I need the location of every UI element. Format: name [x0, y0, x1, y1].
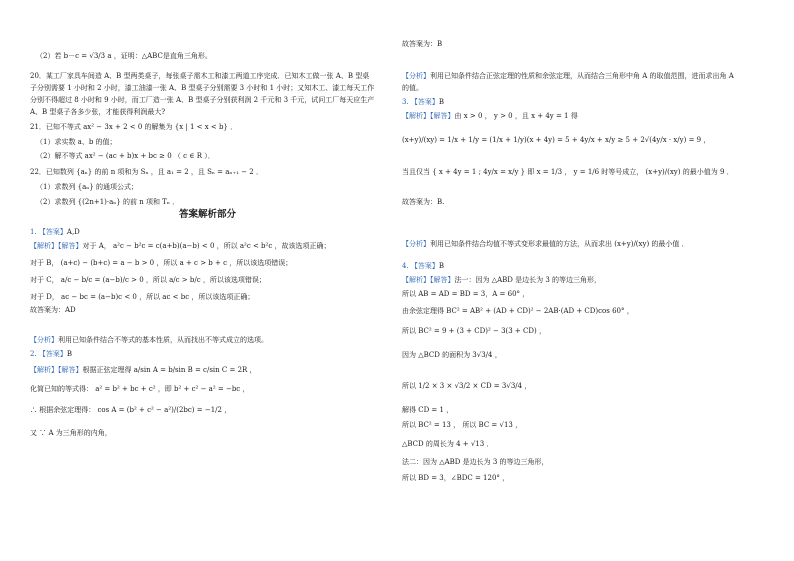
line-text: 对于 A， a²c − b²c = c(a+b)(a−b) < 0 ，所以 a²c < b²c ，故该选项正确；	[82, 242, 331, 250]
answer-tag: 【分析】	[30, 336, 58, 344]
left_column-line	[30, 228, 80, 237]
left_column-line	[30, 336, 268, 345]
right_column-line: 的值。	[402, 84, 423, 92]
left_column-line: ∴ 根据余弦定理得： cos A = (b² + c² − a²)/(2bc) = −1/2 ，	[30, 406, 232, 414]
line-text: B	[66, 350, 73, 358]
answer-tag: 【解析】【解答】	[402, 276, 455, 284]
right_column-line	[402, 262, 444, 271]
right_column-line: (x+y)/(xy) = 1/x + 1/y = (1/x + 1/y)(x + 4y) = 5 + 4y/x + x/y ≥ 5 + 2√(4y/x · x/y) = 9 ，	[402, 136, 711, 144]
right_column-line: 由余弦定理得 BC² = AB² + (AD + CD)² − 2AB·(AD + CD)cos 60° ，	[402, 307, 634, 315]
left_column-line: 子分别需要 1 小时和 2 小时，漆工油漆一张 A、B 型桌子分别需要 3 小时和 1 小时；又知木工、漆工每天工作	[30, 84, 375, 92]
line-text: 由 x > 0 ， y > 0 ，且 x + 4y = 1 得	[454, 112, 578, 120]
answer-tag: 【解析】【解答】	[402, 112, 455, 120]
left_column-line	[30, 242, 331, 251]
answer-tag: 3. 【答案】	[402, 98, 439, 106]
right_column-line: 当且仅当 { x + 4y = 1 ; 4y/x = x/y } 即 x = 1/3 ， y = 1/6 时等号成立， (x+y)/(xy) 的最小值为 9 ．	[402, 168, 734, 176]
line-text: A,D	[66, 228, 80, 236]
left_column-line	[30, 366, 257, 375]
line-text: 利用已知条件结合不等式的基本性质，从而找出不等式成立的选项。	[58, 336, 268, 344]
right_column-line: 因为 △BCD 的面积为 3√3/4 ，	[402, 351, 502, 359]
left_column-line: （2）求数列 {(2n+1)·aₙ} 的前 n 项和 Tₙ ．	[36, 198, 180, 206]
right_column-line: 所以 1/2 × 3 × √3/2 × CD = 3√3/4 ，	[402, 382, 532, 390]
right_column-line: 解得 CD = 1 ，	[402, 406, 454, 414]
section-title: 答案解析部分	[178, 209, 236, 220]
line-text: 利用已知条件结合正弦定理的性质和余弦定理，从而结合三角形中角 A 的取值范围，进而求出角 A	[430, 72, 734, 80]
line-text: 法一：因为 △ABD 是边长为 3 的等边三角形，	[454, 276, 602, 284]
left_column-line: 化简已知的等式得： a² = b² + bc + c² ，即 b² + c² − a² = −bc ，	[30, 385, 250, 393]
answer-tag: 【解析】【解答】	[30, 242, 83, 250]
left_column-line: 20．某工厂家具车间造 A、B 型两类桌子，每张桌子需木工和漆工两道工序完成．已知木工做一张 A、B 型桌	[30, 72, 370, 80]
left_column-line: （2）若 b－c = √3/3 a ，证明：△ABC是直角三角形。	[36, 52, 212, 60]
answer-tag: 【解析】【解答】	[30, 366, 83, 374]
right_column-line: 所以 BC² = 9 + (3 + CD)² − 3(3 + CD) ，	[402, 327, 546, 335]
left_column-line: 故答案为：AD	[30, 306, 76, 314]
right_column-line: 所以 AB = AD = BD = 3，A = 60° ，	[402, 290, 530, 298]
right_column-line	[402, 240, 689, 249]
right_column-line	[402, 112, 578, 121]
left_column-line: 21．已知不等式 ax² − 3x + 2 < 0 的解集为 {x | 1 < x < b} ．	[30, 123, 238, 131]
left_column-line: A、B 型桌子各多少张，才能获得利润最大?	[30, 108, 166, 116]
line-text: B	[438, 262, 445, 270]
answer-tag: 2. 【答案】	[30, 350, 67, 358]
answer-tag: 1. 【答案】	[30, 228, 67, 236]
left_column-line	[30, 350, 72, 359]
left_column-line: 22．已知数列 {aₙ} 的前 n 项和为 Sₙ ，且 a₁ = 2 ，且 Sₙ = aₙ₊₁ − 2 ．	[30, 168, 263, 176]
line-text: 根据正弦定理得 a/sin A = b/sin B = c/sin C = 2R ，	[82, 366, 257, 374]
right_column-line: 所以 BC² = 13 ， 所以 BC = √13 ，	[402, 421, 523, 429]
right_column-line: 法二：因为 △ABD 是边长为 3 的等边三角形，	[402, 458, 549, 466]
right_column-line	[402, 276, 601, 285]
right_column-line: 故答案为：B.	[402, 198, 445, 206]
right_column-line: △BCD 的周长为 4 + √13 ．	[402, 440, 494, 448]
left_column-line: （1）求数列 {aₙ} 的通项公式；	[36, 183, 139, 191]
left_column-line: 对于 D， ac − bc = (a−b)c < 0 ，所以 ac < bc ，所以该选项正确；	[30, 293, 255, 301]
right_column-line	[402, 72, 734, 81]
answer-tag: 【分析】	[402, 72, 430, 80]
left_column-line: 对于 B， (a+c) − (b+c) = a − b > 0 ，所以 a + c > b + c ，所以该选项错误；	[30, 259, 293, 267]
answer-tag: 【分析】	[402, 240, 430, 248]
line-text: 利用已知条件结合均值不等式变形求最值的方法，从而求出 (x+y)/(xy) 的最小值 ．	[430, 240, 689, 248]
right_column-line: 故答案为：B	[402, 40, 443, 48]
left_column-line: （1）求实数 a、b 的值；	[36, 138, 117, 146]
line-text: B	[438, 98, 445, 106]
left_column-line: （2）解不等式 ax² − (ac + b)x + bc ≥ 0 （ c ∈ R ）．	[36, 152, 215, 160]
left_column-line: 又 ∵ A 为三角形的内角，	[30, 429, 112, 437]
left_column-line: 分别不得超过 8 小时和 9 小时，而工厂造一张 A、B 型桌子分别获利润 2 千元和 3 千元，试问工厂每天应生产	[30, 96, 375, 104]
left_column-line: 对于 C， a/c − b/c = (a−b)/c > 0 ，所以 a/c > b/c ，所以该选项错误；	[30, 276, 266, 284]
answer-tag: 4. 【答案】	[402, 262, 439, 270]
right_column-line	[402, 98, 444, 107]
right_column-line: 所以 BD = 3，∠BDC = 120° ，	[402, 474, 510, 482]
